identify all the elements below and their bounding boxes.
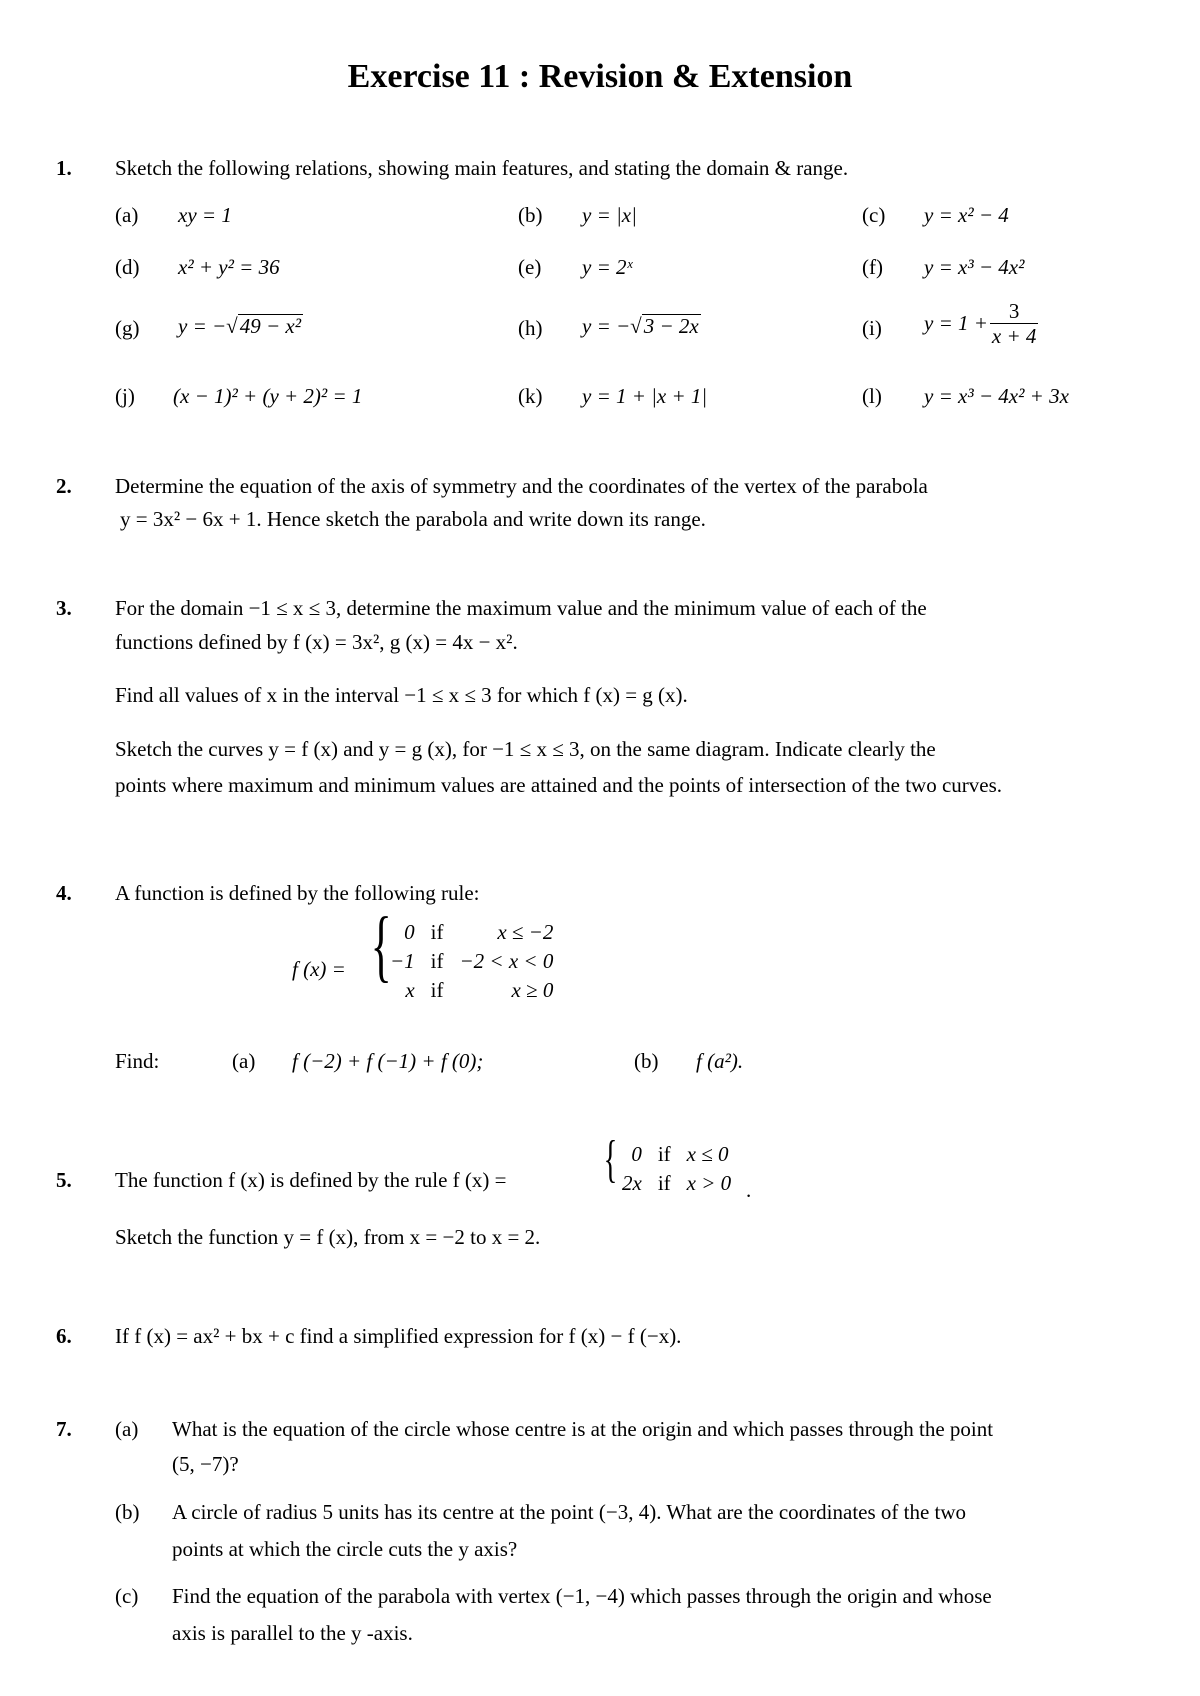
case-row <box>382 976 561 1005</box>
item-expr: xy = 1 <box>178 203 232 227</box>
item-expr: (x − 1)² + (y + 2)² = 1 <box>173 384 363 408</box>
case-row <box>382 947 561 976</box>
item-label: (d) <box>115 255 140 279</box>
item-label: (c) <box>862 203 886 227</box>
item-label: (g) <box>115 316 140 340</box>
radicand: 49 − x² <box>239 314 301 338</box>
question-text: A circle of radius 5 units has its centre at the point (−3, 4). What are the coordinates of the two <box>172 1500 967 1524</box>
case-condition: x > 0 <box>686 1171 732 1195</box>
find-label: Find: <box>115 1049 160 1073</box>
item-label: (f) <box>862 255 883 279</box>
question-text: Find the equation of the parabola with vertex (−1, −4) which passes through the origin and whose <box>172 1584 992 1608</box>
case-value: 0 <box>404 920 415 944</box>
item-expr: y = x³ − 4x² <box>924 255 1025 279</box>
item-label: (i) <box>862 316 882 340</box>
piecewise-lhs: f (x) = <box>292 957 346 981</box>
case-row <box>382 918 561 947</box>
fraction <box>990 299 1039 348</box>
item-expr: y = 1 + |x + 1| <box>582 384 708 408</box>
item-expr: y = x² − 4 <box>924 203 1009 227</box>
case-if: if <box>657 1142 671 1166</box>
expr-prefix: y = 1 + <box>924 311 988 336</box>
piecewise-cases <box>614 1140 739 1198</box>
question-text: If f (x) = ax² + bx + c find a simplified expression for f (x) − f (−x). <box>115 1324 682 1348</box>
question-text: points at which the circle cuts the y axis? <box>172 1537 518 1561</box>
case-if: if <box>430 949 444 973</box>
item-expr: y = x³ − 4x² + 3x <box>924 384 1069 408</box>
item-label: (b) <box>518 203 543 227</box>
case-value: 0 <box>631 1142 642 1166</box>
item-expr: y = 2ˣ <box>582 255 633 279</box>
case-condition: x ≤ 0 <box>686 1142 729 1166</box>
item-label: (a) <box>232 1049 256 1073</box>
item-label: (j) <box>115 384 135 408</box>
numerator: 3 <box>990 299 1039 324</box>
case-condition: x ≤ −2 <box>497 920 554 944</box>
question-number: 1. <box>56 156 72 180</box>
item-label: (a) <box>115 1417 139 1441</box>
question-text: Determine the equation of the axis of symmetry and the coordinates of the vertex of the parabola <box>115 474 928 498</box>
case-condition: x ≥ 0 <box>511 978 554 1002</box>
question-text: Sketch the following relations, showing main features, and stating the domain & range. <box>115 156 849 180</box>
item-label: (b) <box>115 1500 140 1524</box>
question-number: 3. <box>56 596 72 620</box>
page-title: Exercise 11 : Revision & Extension <box>347 58 853 95</box>
denominator: x + 4 <box>991 324 1037 349</box>
item-expr: y = |x| <box>582 203 637 227</box>
left-brace: { <box>603 1131 618 1188</box>
question-text: The function f (x) is defined by the rule f (x) = <box>115 1168 507 1192</box>
case-if: if <box>430 978 444 1002</box>
item-expr: x² + y² = 36 <box>178 255 280 279</box>
expr-prefix: y = − <box>582 314 631 338</box>
case-value: x <box>405 978 415 1002</box>
item-expr: f (−2) + f (−1) + f (0); <box>292 1049 484 1073</box>
item-label: (a) <box>115 203 139 227</box>
item-label: (b) <box>634 1049 659 1073</box>
radicand: 3 − 2x <box>643 314 699 338</box>
question-text: For the domain −1 ≤ x ≤ 3, determine the maximum value and the minimum value of each of the <box>115 596 927 620</box>
question-number: 6. <box>56 1324 72 1348</box>
case-value: 2x <box>622 1171 642 1195</box>
item-label: (e) <box>518 255 542 279</box>
question-text: What is the equation of the circle whose centre is at the origin and which passes through the point <box>172 1417 994 1441</box>
item-label: (c) <box>115 1584 139 1608</box>
item-label: (h) <box>518 316 543 340</box>
case-if: if <box>657 1171 671 1195</box>
question-text: (5, −7)? <box>172 1452 239 1476</box>
left-brace: { <box>370 902 392 990</box>
item-label: (k) <box>518 384 543 408</box>
question-text: points where maximum and minimum values are attained and the points of intersection of the two curves. <box>115 773 1003 797</box>
question-number: 4. <box>56 881 72 905</box>
question-text: A function is defined by the following rule: <box>115 881 480 905</box>
case-condition: −2 < x < 0 <box>459 949 554 973</box>
question-text: Sketch the function y = f (x), from x = −2 to x = 2. <box>115 1225 541 1249</box>
question-number: 7. <box>56 1417 72 1441</box>
case-row <box>614 1140 739 1169</box>
item-label: (l) <box>862 384 882 408</box>
question-text: Sketch the curves y = f (x) and y = g (x), for −1 ≤ x ≤ 3, on the same diagram. Indicate clearly the <box>115 737 936 761</box>
item-expr: y = −√49 − x² <box>178 314 301 338</box>
item-expr: f (a²). <box>696 1049 744 1073</box>
question-text: functions defined by f (x) = 3x², g (x) = 4x − x². <box>115 630 518 654</box>
piecewise-cases <box>382 918 561 1005</box>
expr-prefix: y = − <box>178 314 227 338</box>
question-number: 5. <box>56 1168 72 1192</box>
question-text: y = 3x² − 6x + 1. Hence sketch the parabola and write down its range. <box>120 507 706 531</box>
punctuation: . <box>746 1178 752 1202</box>
question-number: 2. <box>56 474 72 498</box>
item-expr <box>924 299 1040 348</box>
item-expr: y = −√3 − 2x <box>582 314 699 338</box>
case-if: if <box>430 920 444 944</box>
case-value: −1 <box>390 949 415 973</box>
case-row <box>614 1169 739 1198</box>
question-text: Find all values of x in the interval −1 ≤ x ≤ 3 for which f (x) = g (x). <box>115 683 688 707</box>
question-text: axis is parallel to the y -axis. <box>172 1621 413 1645</box>
